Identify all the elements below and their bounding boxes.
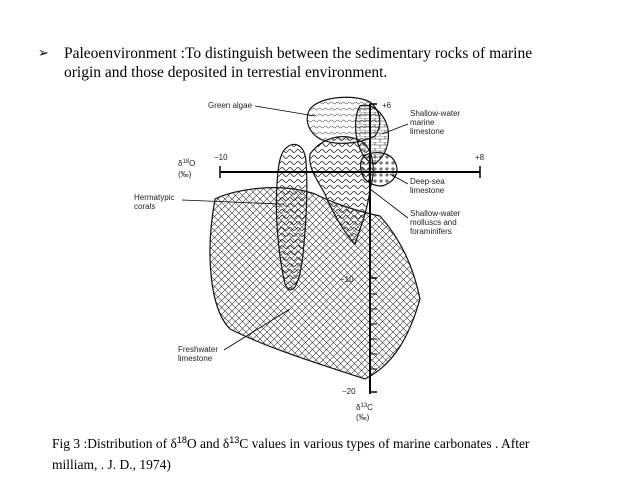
bullet-arrow-icon: ➢	[38, 46, 49, 61]
y-tick-mid: −10	[340, 275, 354, 284]
svg-text:molluscs and: molluscs and	[410, 218, 457, 227]
x-axis-label	[178, 159, 195, 179]
deep-sea-limestone-region	[361, 153, 397, 186]
svg-text:foraminifers: foraminifers	[410, 227, 452, 236]
bullet-point	[38, 44, 618, 82]
label-deep-sea-limestone	[390, 174, 445, 195]
svg-text:Freshwater: Freshwater	[178, 345, 219, 354]
svg-text:limestone: limestone	[410, 127, 445, 136]
svg-text:corals: corals	[134, 202, 156, 211]
y-tick-bottom: −20	[342, 387, 356, 396]
bullet-text-line-1: Paleoenvironment :To distinguish between the sedimentary rocks of marine	[64, 45, 533, 62]
svg-text:marine: marine	[410, 118, 435, 127]
y-axis-label	[356, 403, 373, 422]
svg-text:Hermatypic: Hermatypic	[134, 193, 175, 202]
x-tick-max: +8	[475, 153, 485, 162]
isotope-diagram	[120, 94, 520, 424]
svg-text:Green algae: Green algae	[208, 101, 253, 110]
freshwater-limestone-region	[210, 188, 420, 379]
x-tick-min: −10	[214, 153, 228, 162]
svg-text:limestone: limestone	[178, 354, 213, 363]
svg-text:Shallow-water: Shallow-water	[410, 109, 461, 118]
svg-text:Shallow-water: Shallow-water	[410, 209, 461, 218]
caption-line-2: milliam, . J. D., 1974)	[52, 457, 171, 472]
x-axis-unit: (‰)	[178, 170, 192, 179]
y-tick-top: +6	[382, 101, 392, 110]
label-shallow-marine-limestone	[382, 109, 461, 136]
svg-text:Deep-sea: Deep-sea	[410, 177, 445, 186]
svg-text:δ18O: $\delta^{18}O$	[178, 159, 196, 168]
label-green-algae	[208, 101, 315, 116]
figure-caption: Fig 3 :Distribution of $\delta^{18}O$ and $\delta^{13}C$ values in various types of marine carbonates . After milliam, . J. D., 1974)	[52, 435, 530, 472]
svg-text:δ13C: $\delta^{13}C$	[356, 403, 373, 412]
y-axis-unit: (‰)	[356, 413, 370, 422]
svg-text:limestone: limestone	[410, 186, 445, 195]
bullet-text-line-2: origin and those deposited in terrestial environment.	[64, 64, 388, 81]
